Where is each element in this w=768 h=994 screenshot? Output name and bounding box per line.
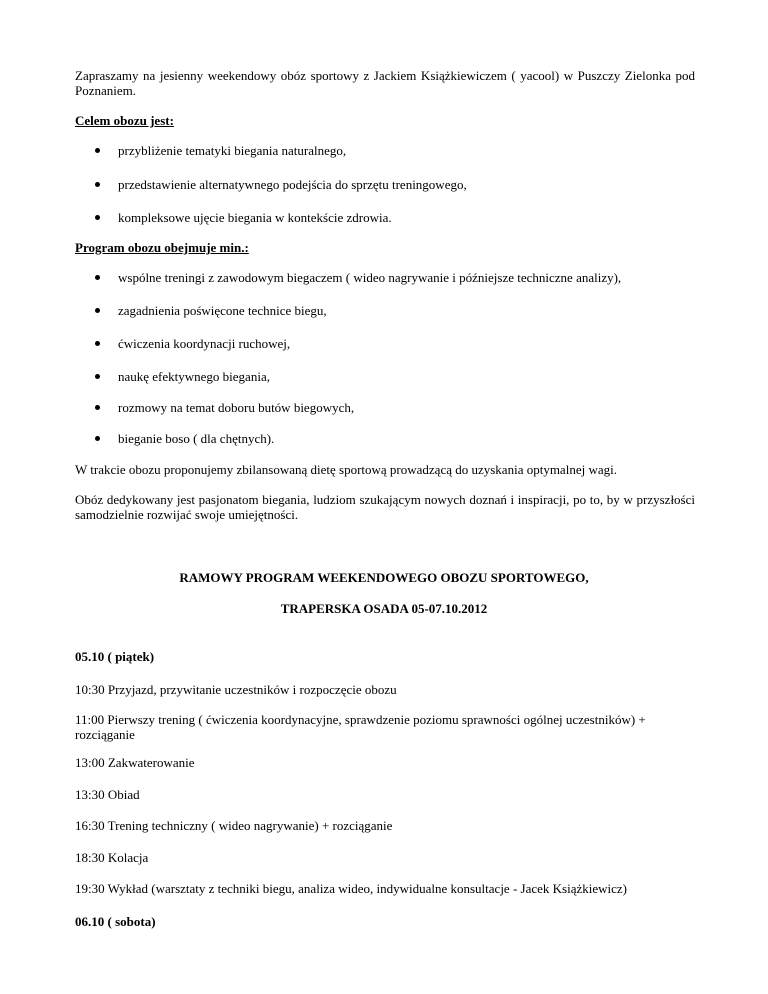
program-list-item: [75, 400, 695, 415]
schedule-entry: 11:00 Pierwszy trening ( ćwiczenia koordynacyjne, sprawdzenie poziomu sprawności ogólnej uczestników) + rozciąganie: [75, 712, 646, 742]
bullet-icon: [95, 436, 100, 441]
bullet-icon: [95, 215, 100, 220]
program-item-text: naukę efektywnego biegania,: [118, 369, 270, 384]
program-list-item: [75, 336, 695, 351]
schedule-entry: 13:00 Zakwaterowanie: [75, 755, 195, 770]
schedule-entry: 19:30 Wykład (warsztaty z techniki biegu, analiza wideo, indywidualne konsultacje - Jacek Książkiewicz): [75, 881, 628, 896]
goals-list-item: [75, 143, 695, 158]
bullet-icon: [95, 275, 100, 280]
day-heading: 05.10 ( piątek): [75, 649, 155, 664]
schedule-title: RAMOWY PROGRAM WEEKENDOWEGO OBOZU SPORTOWEGO,: [179, 570, 589, 585]
program-item-text: bieganie boso ( dla chętnych).: [118, 431, 275, 446]
bullet-icon: [95, 148, 100, 153]
schedule-entry: 18:30 Kolacja: [75, 850, 149, 865]
bullet-icon: [95, 374, 100, 379]
bullet-icon: [95, 341, 100, 346]
bullet-icon: [95, 182, 100, 187]
program-heading: Program obozu obejmuje min.:: [75, 240, 249, 255]
diet-paragraph: W trakcie obozu proponujemy zbilansowaną dietę sportową prowadzącą do uzyskania optymalnej wagi.: [75, 462, 617, 477]
goals-item-text: przedstawienie alternatywnego podejścia do sprzętu treningowego,: [118, 177, 467, 192]
goals-list-item: [75, 177, 695, 192]
program-list-item: [75, 303, 695, 318]
goals-heading: Celem obozu jest:: [75, 113, 174, 128]
schedule-entry: 16:30 Trening techniczny ( wideo nagrywanie) + rozciąganie: [75, 818, 393, 833]
goals-list-item: [75, 210, 695, 225]
bullet-icon: [95, 405, 100, 410]
program-item-text: zagadnienia poświęcone technice biegu,: [118, 303, 327, 318]
bullet-icon: [95, 308, 100, 313]
day-heading: 06.10 ( sobota): [75, 914, 156, 929]
intro-paragraph: Zapraszamy na jesienny weekendowy obóz sportowy z Jackiem Książkiewiczem ( yacool) w Puszczy Zielonka pod Poznaniem.: [75, 68, 695, 98]
program-list-item: [75, 270, 695, 285]
program-item-text: ćwiczenia koordynacji ruchowej,: [118, 336, 291, 351]
program-list-item: [75, 431, 695, 446]
audience-paragraph: Obóz dedykowany jest pasjonatom biegania, ludziom szukającym nowych doznań i inspiracji, po to, by w przyszłości samodzielnie rozwijać swoje umiejętności.: [75, 492, 695, 522]
schedule-entry: 13:30 Obiad: [75, 787, 140, 802]
program-item-text: rozmowy na temat doboru butów biegowych,: [118, 400, 355, 415]
program-list-item: [75, 369, 695, 384]
goals-item-text: przybliżenie tematyki biegania naturalnego,: [118, 143, 347, 158]
goals-item-text: kompleksowe ujęcie biegania w kontekście zdrowia.: [118, 210, 392, 225]
schedule-entry: 10:30 Przyjazd, przywitanie uczestników i rozpoczęcie obozu: [75, 682, 397, 697]
program-item-text: wspólne treningi z zawodowym biegaczem ( wideo nagrywanie i późniejsze techniczne analizy),: [118, 270, 622, 285]
schedule-subtitle: TRAPERSKA OSADA 05-07.10.2012: [280, 601, 488, 616]
